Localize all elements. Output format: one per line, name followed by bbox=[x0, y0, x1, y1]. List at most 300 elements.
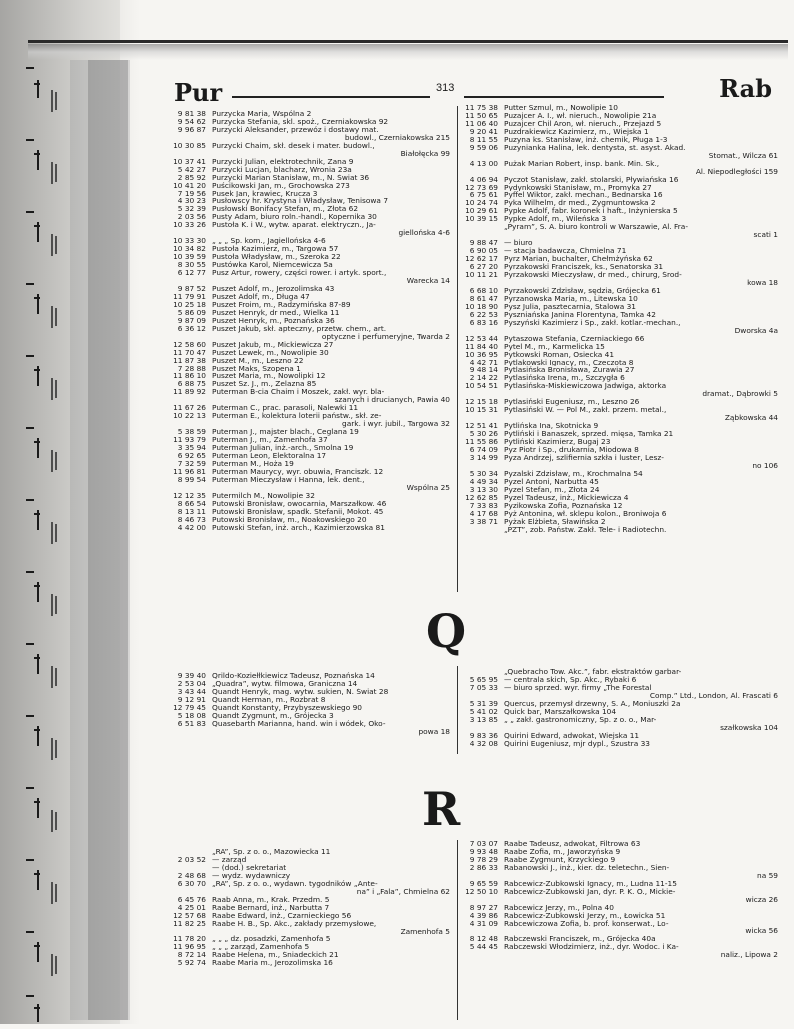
phone-number: 3 14 99 bbox=[469, 452, 498, 462]
directory-entry bbox=[168, 935, 450, 943]
phone-number: 10 30 85 bbox=[173, 140, 206, 150]
entry-text: Pustoła Władysław, m., Szeroka 22 bbox=[212, 253, 341, 262]
directory-entry bbox=[460, 880, 778, 888]
entry-text: Quirini Edward, adwokat, Wiejska 11 bbox=[504, 731, 640, 740]
entry-text: Pyrzanowska Maria, m., Litewska 10 bbox=[504, 294, 638, 303]
phone-number: 6 83 16 bbox=[469, 317, 498, 327]
entry-text: — zarząd bbox=[212, 855, 247, 864]
phone-number: 8 97 27 bbox=[469, 902, 498, 912]
directory-entry bbox=[460, 478, 778, 486]
phone-number: 8 12 48 bbox=[469, 934, 498, 944]
entry-continuation: szanych i drucianych, Pawia 40 bbox=[334, 396, 450, 405]
directory-entry bbox=[168, 720, 450, 728]
directory-entry bbox=[460, 526, 778, 534]
directory-entry bbox=[168, 197, 450, 205]
phone-number: 12 51 41 bbox=[465, 421, 498, 431]
directory-entry bbox=[460, 144, 778, 152]
entry-text: Putowski Bronisław, owocarnia, Marszałkow. 46 bbox=[212, 499, 387, 508]
entry-text: Rabczewski Franciszek, m., Grójecka 40a bbox=[504, 935, 656, 944]
entry-continuation: dramat., Dąbrowki 5 bbox=[702, 390, 778, 399]
column-divider bbox=[457, 840, 458, 1020]
phone-number: 8 66 54 bbox=[177, 498, 206, 508]
phone-number: 6 51 83 bbox=[177, 718, 206, 728]
directory-entry bbox=[460, 335, 778, 343]
directory-entry bbox=[168, 516, 450, 524]
phone-number: 9 87 09 bbox=[177, 315, 206, 325]
directory-entry bbox=[168, 174, 450, 182]
entry-text: Raabe Zygmunt, Krzyckiego 9 bbox=[504, 855, 616, 864]
directory-entry bbox=[460, 239, 778, 247]
directory-entry bbox=[460, 199, 778, 207]
phone-number: 5 18 08 bbox=[177, 710, 206, 720]
phone-number: 9 59 06 bbox=[469, 142, 498, 152]
entry-text: Purzycki Aleksander, przewóz i dostawy mat. bbox=[212, 125, 379, 134]
phone-number: 5 30 26 bbox=[469, 429, 498, 439]
directory-entry bbox=[168, 704, 450, 712]
entry-text: Raabe Edward, inż., Czarnieckiego 56 bbox=[212, 911, 352, 920]
entry-text: „ „ „ Sp. kom., Jagiellońska 4-6 bbox=[212, 237, 326, 246]
phone-number: 3 13 85 bbox=[469, 714, 498, 724]
entry-text: Rabcewiczowa Zofia, b. prof. konserwat., Lo- bbox=[504, 919, 669, 928]
phone-number: 11 55 86 bbox=[465, 437, 498, 447]
entry-text: Pytel M., m., Karmelicka 15 bbox=[504, 342, 605, 351]
directory-entry bbox=[460, 502, 778, 510]
directory-entry bbox=[168, 904, 450, 912]
phone-number: 9 81 38 bbox=[177, 109, 206, 118]
entry-text: „ „ zakł. gastronomiczny, Sp. z o. o., Mar- bbox=[504, 715, 657, 724]
entry-text: Purzycka Stefania, skl. spoż., Czerniakowska 92 bbox=[212, 117, 389, 126]
directory-entry bbox=[460, 920, 778, 928]
entry-text: Puszet Adolf, m., Długa 47 bbox=[212, 292, 310, 301]
entry-text: Qrildo-Koziełłkiewicz Tadeusz, Poznańska 14 bbox=[212, 672, 375, 680]
entry-text: Quandt Zygmunt, m., Grójecka 3 bbox=[212, 711, 334, 720]
directory-entry bbox=[460, 840, 778, 848]
directory-entry bbox=[460, 430, 778, 438]
entry-text: Quandt Henryk, mag. wytw. sukien, N. Świat 28 bbox=[212, 687, 389, 696]
phone-number: 5 32 39 bbox=[177, 204, 206, 214]
phone-number: 6 30 70 bbox=[177, 878, 206, 888]
entry-continuation: optyczne i perfumeryjne, Twarda 2 bbox=[321, 332, 450, 341]
entry-text: Puzyna ks. Stanisław, inż. chemik, Pługa 1-3 bbox=[504, 135, 668, 144]
directory-page bbox=[168, 62, 780, 1012]
directory-entry bbox=[460, 454, 778, 462]
phone-number: 10 41 20 bbox=[173, 180, 206, 190]
phone-number: 11 78 20 bbox=[173, 934, 206, 944]
phone-number: 4 30 23 bbox=[177, 196, 206, 206]
entry-text: Pytlasińska-Miskiewiczowa Jadwiga, aktorka bbox=[504, 382, 667, 391]
phone-number: 11 75 38 bbox=[465, 103, 498, 112]
directory-entry bbox=[168, 959, 450, 967]
entry-text: Pyrz Marian, buchalter, Chełmżyńska 62 bbox=[504, 255, 653, 264]
phone-number: 6 75 61 bbox=[469, 190, 498, 200]
entry-text: Puszet Jakub, skł. apteczny, przetw. chem., art. bbox=[212, 324, 387, 333]
entry-text: Puszet Maks, Szopena 1 bbox=[212, 364, 301, 373]
directory-entry bbox=[168, 237, 450, 245]
phone-number: 10 29 61 bbox=[465, 206, 498, 216]
directory-entry bbox=[460, 676, 778, 684]
directory-entry bbox=[460, 311, 778, 319]
gutter-shadow bbox=[0, 0, 140, 1024]
entry-text: Putter Szmul, m., Nowolipie 10 bbox=[504, 104, 618, 112]
phone-number: 6 90 05 bbox=[469, 246, 498, 256]
directory-entry bbox=[168, 500, 450, 508]
directory-entry bbox=[460, 374, 778, 382]
phone-number: 10 11 21 bbox=[465, 270, 498, 280]
entry-text: Pytlasiński Eugeniusz, m., Leszno 26 bbox=[504, 398, 640, 407]
entry-text: Pytlakowski Ignacy, m., Czeczota 8 bbox=[504, 358, 634, 367]
directory-entry bbox=[168, 848, 450, 856]
entry-text: Pyz Piotr i Sp., drukarnia, Miodowa 8 bbox=[504, 445, 639, 454]
entry-text: Raabe Maria m., Jerozolimska 16 bbox=[212, 959, 333, 968]
directory-entry bbox=[168, 920, 450, 928]
phone-number: 11 89 92 bbox=[173, 387, 206, 397]
entry-text: Quercus, przemysł drzewny, S. A., Moniuszki 2a bbox=[504, 699, 681, 708]
entry-text: Pypke Adolf, fabr. koronek i haft., Inżynierska 5 bbox=[504, 207, 678, 216]
column-divider bbox=[457, 106, 458, 592]
entry-text: Pyżak Elżbieta, Sławińska 2 bbox=[504, 517, 606, 526]
phone-number: 6 74 09 bbox=[469, 444, 498, 454]
phone-number: 8 99 54 bbox=[177, 474, 206, 484]
section-p-left-column bbox=[168, 110, 450, 532]
phone-number: 2 53 04 bbox=[177, 678, 206, 688]
entry-text: Pytlasińska Irena, m., Szczygła 6 bbox=[504, 374, 625, 383]
phone-number: 5 86 09 bbox=[177, 307, 206, 317]
phone-number: 3 35 94 bbox=[177, 443, 206, 453]
entry-text: Purzycki Julian, elektrotechnik, Zana 9 bbox=[212, 157, 354, 166]
entry-continuation: giellońska 4-6 bbox=[398, 229, 450, 238]
directory-entry bbox=[168, 476, 450, 484]
entry-text: Pytliński Kazimierz, Bugaj 23 bbox=[504, 438, 611, 446]
entry-text: Puszet M., m., Leszno 22 bbox=[212, 356, 304, 365]
entry-text: Pyzel Stefan, m., Złota 24 bbox=[504, 485, 600, 494]
phone-number: 4 17 68 bbox=[469, 508, 498, 518]
directory-entry bbox=[168, 943, 450, 951]
entry-text: Rabcewicz-Zubkowski Jan, dyr. P. K. O., Mickie- bbox=[504, 887, 676, 896]
entry-continuation: na 59 bbox=[757, 871, 778, 880]
entry-text: Puterman M., Hoża 19 bbox=[212, 459, 294, 468]
phone-number: 10 36 95 bbox=[465, 349, 498, 359]
entry-continuation: budowl., Czerniakowska 215 bbox=[344, 133, 450, 142]
directory-entry bbox=[168, 221, 450, 229]
phone-number: 11 96 95 bbox=[173, 942, 206, 952]
entry-text: Puzajcer Chil Aron, wł. nieruch., Przejazd 5 bbox=[504, 119, 662, 128]
entry-text: Puterman Maurycy, wyr. obuwia, Franciszk. 12 bbox=[212, 467, 384, 476]
entry-text: Putowski Stefan, inż. arch., Kazimierzowska 81 bbox=[212, 523, 385, 532]
directory-entry bbox=[168, 372, 450, 380]
directory-entry bbox=[460, 716, 778, 724]
entry-text: Puterman J., m., Zamenhofa 37 bbox=[212, 436, 328, 445]
phone-number: 9 78 29 bbox=[469, 854, 498, 864]
entry-text: Puzajcer A. I., wł. nieruch., Nowolipie 21a bbox=[504, 111, 657, 120]
phone-number: 2 14 22 bbox=[469, 373, 498, 383]
phone-number: 8 61 47 bbox=[469, 293, 498, 303]
phone-number: 12 58 60 bbox=[173, 339, 206, 349]
entry-text: Puterman J., majster blach., Ceglana 19 bbox=[212, 428, 359, 437]
phone-number: 6 36 12 bbox=[177, 323, 206, 333]
phone-number: 5 65 95 bbox=[469, 674, 498, 684]
entry-text: Rabcewicz-Zubkowski Ignacy, m., Ludna 11-15 bbox=[504, 879, 677, 888]
entry-text: Puterman Mieczysław i Hanna, lek. dent., bbox=[212, 475, 365, 484]
entry-text: Pusek Jan, krawiec, Krucza 3 bbox=[212, 189, 318, 198]
entry-text: Quasebarth Marianna, hand. win i wódek, Oko- bbox=[212, 719, 386, 728]
entry-text: Pydynkowski Stanisław, m., Promyka 27 bbox=[504, 183, 652, 192]
entry-text: Pusz Artur, rowery, części rower. i artyk. sport., bbox=[212, 269, 387, 278]
directory-entry bbox=[168, 508, 450, 516]
directory-entry bbox=[460, 935, 778, 943]
directory-entry bbox=[168, 412, 450, 420]
directory-entry bbox=[168, 468, 450, 476]
phone-number: 11 96 81 bbox=[173, 466, 206, 476]
directory-entry bbox=[168, 460, 450, 468]
directory-entry bbox=[460, 176, 778, 184]
phone-number: 7 03 07 bbox=[469, 839, 498, 848]
entry-continuation: naliz., Lipowa 2 bbox=[720, 951, 778, 960]
directory-entry bbox=[460, 700, 778, 708]
phone-number: 6 12 77 bbox=[177, 268, 206, 278]
entry-text: Pytaszowa Stefania, Czerniackiego 66 bbox=[504, 334, 645, 343]
directory-entry bbox=[168, 190, 450, 198]
directory-entry bbox=[460, 255, 778, 263]
phone-number: 9 12 91 bbox=[177, 694, 206, 704]
entry-text: Puterman B-cia Chaim i Moszek, zakł. wyr. bla- bbox=[212, 388, 385, 397]
phone-number: 11 82 25 bbox=[173, 918, 206, 928]
directory-entry bbox=[460, 486, 778, 494]
header-rule-right bbox=[464, 96, 664, 98]
phone-number: 10 33 26 bbox=[173, 220, 206, 230]
entry-text: Pustówka Karol, Niemcewicza 5a bbox=[212, 261, 333, 270]
phone-number: 7 32 59 bbox=[177, 458, 206, 468]
entry-continuation: Wspólna 25 bbox=[406, 483, 450, 492]
entry-text: — wydz. wydawniczy bbox=[212, 871, 291, 880]
phone-number: 5 92 74 bbox=[177, 958, 206, 968]
directory-entry bbox=[168, 856, 450, 864]
directory-entry bbox=[460, 406, 778, 414]
phone-number: 5 41 02 bbox=[469, 706, 498, 716]
phone-number: 4 25 01 bbox=[177, 902, 206, 912]
entry-text: „Quebracho Tow. Akc.”, fabr. ekstraktów garbar- bbox=[504, 668, 682, 676]
phone-number: 6 45 76 bbox=[177, 894, 206, 904]
directory-entry bbox=[168, 436, 450, 444]
entry-continuation: powa 18 bbox=[418, 727, 450, 736]
entry-text: Pyszniańska Janina Florentyna, Tamka 42 bbox=[504, 310, 656, 319]
entry-text: — (dod.) sekretariat bbox=[212, 863, 287, 872]
directory-entry bbox=[460, 215, 778, 223]
entry-continuation: Warecka 14 bbox=[406, 277, 450, 285]
section-letter-q: Q bbox=[426, 604, 467, 658]
section-letter-r: R bbox=[422, 782, 461, 836]
entry-text: Puterman Julian, inż.-arch., Smolna 19 bbox=[212, 444, 354, 452]
directory-entry bbox=[168, 872, 450, 880]
entry-text: Puścikowski Jan, m., Grochowska 273 bbox=[212, 181, 350, 190]
section-p-right-column bbox=[460, 104, 778, 533]
directory-entry bbox=[168, 341, 450, 349]
directory-entry bbox=[460, 184, 778, 192]
directory-entry bbox=[168, 428, 450, 436]
directory-entry bbox=[168, 110, 450, 118]
directory-entry bbox=[460, 263, 778, 271]
directory-entry bbox=[168, 285, 450, 293]
phone-number: 7 19 56 bbox=[177, 188, 206, 198]
entry-text: Purzycka Maria, Wspólna 2 bbox=[212, 110, 312, 118]
entry-text: Puszet Froim, m., Radzymińska 87-89 bbox=[212, 300, 351, 309]
entry-text: — biuro sprzed. wyr. firmy „The Forestal bbox=[504, 683, 652, 692]
phone-number: 3 43 44 bbox=[177, 686, 206, 696]
phone-number: 12 50 10 bbox=[465, 886, 498, 896]
phone-number: 10 22 13 bbox=[173, 411, 206, 421]
phone-number: 12 73 69 bbox=[465, 182, 498, 192]
section-r-left-column bbox=[168, 848, 450, 967]
phone-number: 3 13 30 bbox=[469, 484, 498, 494]
phone-number: 12 62 17 bbox=[465, 254, 498, 264]
directory-entry bbox=[460, 732, 778, 740]
phone-number: 4 49 34 bbox=[469, 476, 498, 486]
directory-entry bbox=[168, 365, 450, 373]
phone-number: 10 39 15 bbox=[465, 214, 498, 224]
entry-continuation: wicka 56 bbox=[745, 927, 778, 936]
directory-entry bbox=[460, 128, 778, 136]
phone-number: 8 46 73 bbox=[177, 514, 206, 524]
phone-number: 10 33 30 bbox=[173, 236, 206, 246]
directory-entry bbox=[460, 351, 778, 359]
directory-entry bbox=[460, 684, 778, 692]
phone-number: 4 32 08 bbox=[469, 738, 498, 748]
directory-entry bbox=[460, 359, 778, 367]
directory-entry bbox=[460, 912, 778, 920]
directory-entry bbox=[168, 492, 450, 500]
entry-text: „RA”, Sp. z o. o., Mazowiecka 11 bbox=[212, 848, 331, 856]
entry-continuation: Comp.” Ltd., London, Al. Frascati 6 bbox=[649, 691, 778, 700]
directory-entry bbox=[168, 951, 450, 959]
entry-text: Putowski Bronisław, m., Noakowskiego 20 bbox=[212, 515, 367, 524]
directory-entry bbox=[168, 712, 450, 720]
phone-number: 10 37 41 bbox=[173, 156, 206, 166]
entry-text: Pyrzakowski Zdzisław, sędzia, Grójecka 61 bbox=[504, 286, 661, 295]
directory-entry bbox=[460, 518, 778, 526]
phone-number: 11 87 38 bbox=[173, 355, 206, 365]
entry-continuation: scati 1 bbox=[753, 231, 778, 240]
entry-continuation: szałkowska 104 bbox=[720, 723, 778, 732]
entry-continuation: Ząbkowska 44 bbox=[724, 414, 778, 423]
phone-number: 10 24 74 bbox=[465, 198, 498, 208]
phone-number: 10 15 31 bbox=[465, 405, 498, 415]
phone-number: 4 13 00 bbox=[469, 158, 498, 168]
phone-number: 10 34 82 bbox=[173, 244, 206, 254]
phone-number: 9 87 52 bbox=[177, 283, 206, 293]
phone-number: 9 93 48 bbox=[469, 846, 498, 856]
directory-entry bbox=[460, 120, 778, 128]
phone-number: 12 12 35 bbox=[173, 490, 206, 500]
phone-number: 9 96 87 bbox=[177, 124, 206, 134]
directory-entry bbox=[168, 672, 450, 680]
entry-text: Puzynianka Halina, lek. dentysta, st. asyst. Akad. bbox=[504, 143, 686, 152]
phone-number: 9 20 41 bbox=[469, 126, 498, 136]
directory-entry bbox=[460, 112, 778, 120]
directory-entry bbox=[460, 398, 778, 406]
top-rule bbox=[28, 40, 788, 43]
phone-number: 2 86 33 bbox=[469, 862, 498, 872]
directory-entry bbox=[460, 510, 778, 518]
directory-entry bbox=[168, 349, 450, 357]
entry-text: Puterman Leon, Elektoralna 17 bbox=[212, 451, 327, 460]
directory-entry bbox=[168, 166, 450, 174]
phone-number: 2 03 56 bbox=[177, 212, 206, 222]
entry-text: Putermilch M., Nowolipie 32 bbox=[212, 491, 315, 500]
entry-text: Puterman E., kolektura loterii państw., skł. ze- bbox=[212, 412, 382, 421]
entry-text: Pyż Antonina, wł. sklepu kolon., Broniwoja 6 bbox=[504, 509, 667, 518]
directory-entry bbox=[168, 213, 450, 221]
directory-entry bbox=[168, 182, 450, 190]
directory-entry bbox=[168, 317, 450, 325]
entry-text: Puterman C., prac. parasoli, Nalewki 11 bbox=[212, 404, 359, 413]
header-first-entry: Pur bbox=[174, 78, 223, 107]
directory-entry bbox=[460, 470, 778, 478]
entry-continuation: wicza 26 bbox=[745, 895, 778, 904]
phone-number: 6 27 20 bbox=[469, 262, 498, 272]
phone-number: 8 13 11 bbox=[177, 506, 206, 516]
phone-number: 12 57 68 bbox=[173, 910, 206, 920]
page-number: 313 bbox=[436, 82, 455, 94]
entry-text: Purzycki Chaim, skł. desek i mater. budowl., bbox=[212, 141, 375, 150]
directory-entry bbox=[168, 293, 450, 301]
directory-entry bbox=[460, 207, 778, 215]
phone-number: 8 11 55 bbox=[469, 134, 498, 144]
directory-entry bbox=[460, 438, 778, 446]
phone-number: 12 62 85 bbox=[465, 492, 498, 502]
entry-text: Raabe Tadeusz, adwokat, Filtrowa 63 bbox=[504, 840, 641, 848]
entry-text: Puzdrakiewicz Kazimierz, m., Wiejska 1 bbox=[504, 127, 649, 136]
phone-number: 2 03 52 bbox=[177, 854, 206, 864]
entry-text: Pyrzakowski Franciszek, ks., Senatorska 31 bbox=[504, 263, 664, 272]
directory-entry bbox=[460, 191, 778, 199]
phone-number: 5 42 27 bbox=[177, 164, 206, 174]
entry-text: Quandt Herman, m., Rozbrat 8 bbox=[212, 695, 326, 704]
entry-text: Pyczot Stanisław, zakł. stolarski, Pływiańska 16 bbox=[504, 175, 679, 184]
entry-text: Raabe Zofia, m., Jaworzyńska 9 bbox=[504, 847, 621, 856]
entry-text: Purzycki Lucjan, blacharz, Wronia 23a bbox=[212, 165, 352, 174]
entry-text: — biuro bbox=[504, 239, 533, 248]
section-q-left-column bbox=[168, 672, 450, 736]
header-rule-left bbox=[232, 96, 430, 98]
entry-text: „PZT”, zob. Państw. Zakł. Tele- i Radiotechn. bbox=[504, 525, 667, 534]
entry-text: Pyzel Tadeusz, inż., Mickiewicza 4 bbox=[504, 493, 629, 502]
directory-entry bbox=[460, 104, 778, 112]
entry-text: Pypke Adolf, m., Wileńska 3 bbox=[504, 215, 607, 224]
phone-number: 9 65 59 bbox=[469, 878, 498, 888]
phone-number: 11 50 65 bbox=[465, 110, 498, 120]
directory-entry bbox=[460, 343, 778, 351]
entry-continuation: Dworska 4a bbox=[734, 326, 778, 335]
directory-entry bbox=[168, 452, 450, 460]
directory-entry bbox=[168, 269, 450, 277]
phone-number: 5 38 59 bbox=[177, 427, 206, 437]
directory-entry bbox=[168, 357, 450, 365]
phone-number: 10 54 51 bbox=[465, 381, 498, 391]
directory-entry bbox=[168, 253, 450, 261]
directory-entry bbox=[168, 301, 450, 309]
entry-text: Raabe Helena, m., Śniadeckich 21 bbox=[212, 951, 339, 960]
entry-text: Quandt Konstanty, Przybyszewskiego 90 bbox=[212, 703, 362, 712]
directory-entry bbox=[168, 696, 450, 704]
entry-text: Puszet Adolf, m., Jerozolimska 43 bbox=[212, 284, 335, 293]
phone-number: 4 42 71 bbox=[469, 357, 498, 367]
phone-number: 11 86 10 bbox=[173, 371, 206, 381]
entry-text: Pytkowski Roman, Osiecka 41 bbox=[504, 350, 615, 359]
phone-number: 9 39 40 bbox=[177, 671, 206, 680]
directory-entry bbox=[460, 494, 778, 502]
entry-text: Raabe Bernard, inż., Narbutta 7 bbox=[212, 903, 330, 912]
entry-text: Puszet Henryk, m., Poznańska 36 bbox=[212, 316, 335, 325]
directory-entry bbox=[168, 118, 450, 126]
